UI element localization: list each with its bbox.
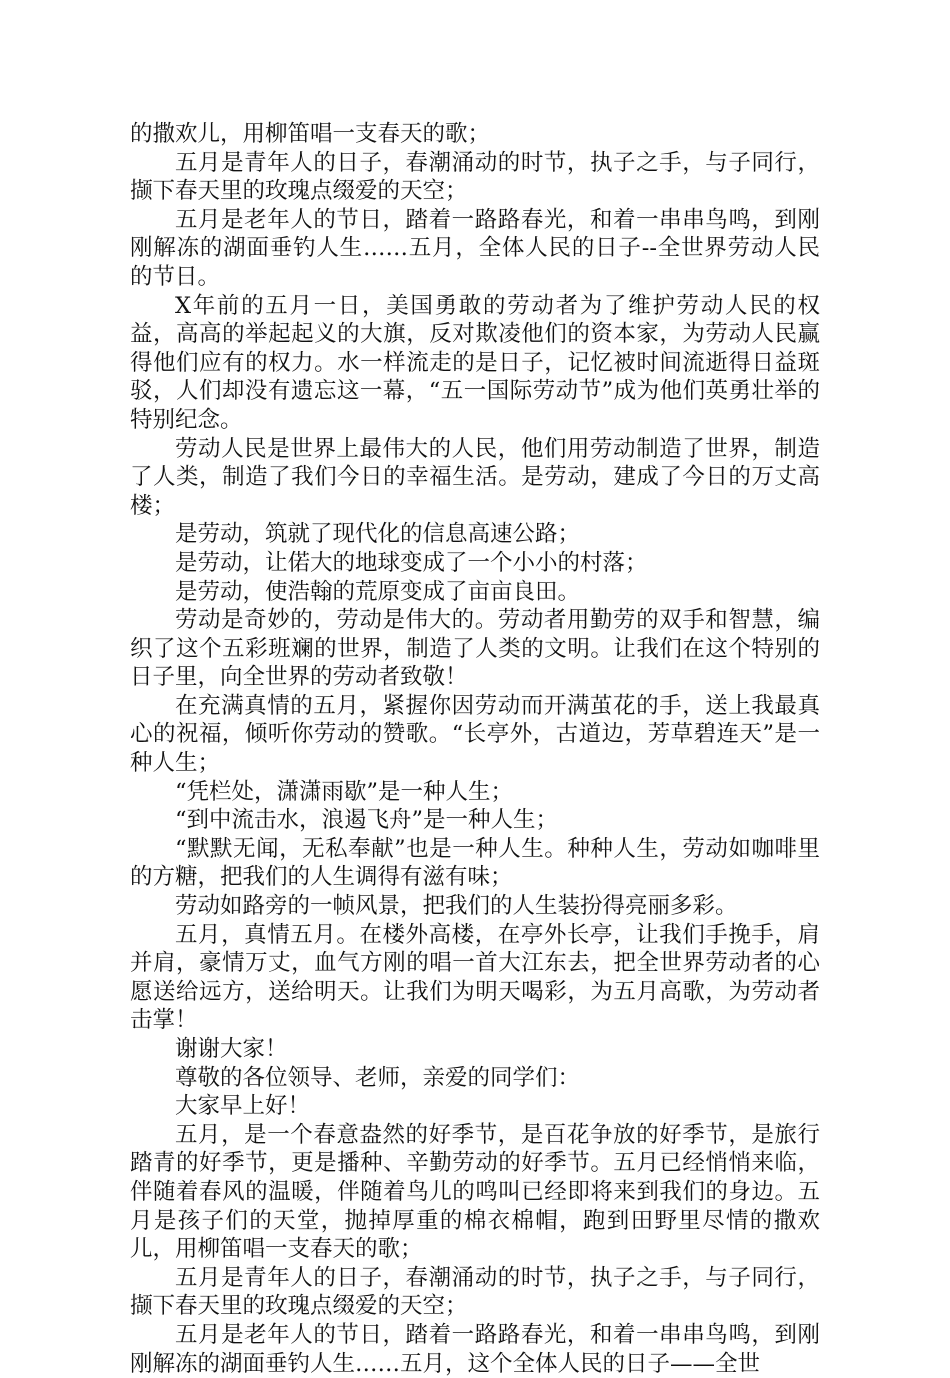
paragraph: 谢谢大家！ [175,1036,288,1062]
paragraph: 五月是老年人的节日，踏着一路路春光，和着一串串鸟鸣，到刚刚解冻的湖面垂钓人生……五月，全体人民的日子--全世界劳动人民的节日。 [130,206,820,290]
document-body [130,120,820,1378]
paragraph: 劳动是奇妙的，劳动是伟大的。劳动者用勤劳的双手和智慧，编织了这个五彩班斓的世界，制造了人类的文明。让我们在这个特别的日子里，向全世界的劳动者致敬！ [130,607,820,691]
paragraph: 劳动如路旁的一帧风景，把我们的人生装扮得亮丽多彩。 [175,893,738,920]
paragraph: 在充满真情的五月，紧握你因劳动而开满茧花的手，送上我最真心的祝福，倾听你劳动的赞歌。“长亭外，古道边，芳草碧连天”是一种人生； [130,692,820,777]
paragraph: 五月是青年人的日子，春潮涌动的时节，执子之手，与子同行，撷下春天里的玫瑰点缀爱的天空； [130,149,820,205]
paragraph: X年前的五月一日，美国勇敢的劳动者为了维护劳动人民的权益，高高的举起起义的大旗，反对欺凌他们的资本家，为劳动人民赢得他们应有的权力。水一样流走的是日子，记忆被时间流逝得日益斑驳，人们却没有遗忘这一幕，“五一国际劳动节”成为他们英勇壮举的特别纪念。 [130,292,820,433]
paragraph: 的撒欢儿，用柳笛唱一支春天的歌； [130,121,491,147]
paragraph: “凭栏处，潇潇雨歇”是一种人生； [175,778,514,805]
paragraph: 劳动人民是世界上最伟大的人民，他们用劳动制造了世界，制造了人类，制造了我们今日的幸福生活。是劳动，建成了今日的万丈高楼； [130,435,820,519]
paragraph: 是劳动，让偌大的地球变成了一个小小的村落； [175,549,648,576]
paragraph: “默默无闻，无私奉献”也是一种人生。种种人生，劳动如咖啡里的方糖，把我们的人生调得有滋有味； [130,835,820,891]
paragraph: 大家早上好！ [175,1093,311,1120]
paragraph: “到中流击水，浪遏飞舟”是一种人生； [175,807,559,834]
paragraph: 尊敬的各位领导、老师，亲爱的同学们： [175,1064,581,1091]
paragraph: 五月是青年人的日子，春潮涌动的时节，执子之手，与子同行，撷下春天里的玫瑰点缀爱的天空； [130,1264,820,1320]
paragraph: 五月，是一个春意盎然的好季节，是百花争放的好季节，是旅行踏青的好季节，更是播种、辛勤劳动的好季节。五月已经悄悄来临，伴随着春风的温暖，伴随着鸟儿的鸣叫已经即将来到我们的身边。五月是孩子们的天堂，抛掉厚重的棉衣棉帽，跑到田野里尽情的撒欢儿，用柳笛唱一支春天的歌； [130,1121,820,1263]
paragraph: 是劳动，使浩翰的荒原变成了亩亩良田。 [175,578,581,605]
paragraph: 是劳动，筑就了现代化的信息高速公路； [175,521,581,548]
paragraph: 五月是老年人的节日，踏着一路路春光，和着一串串鸟鸣，到刚刚解冻的湖面垂钓人生……五月，这个全体人民的日子——全世 [130,1321,820,1377]
paragraph: 五月，真情五月。在楼外高楼，在亭外长亭，让我们手挽手，肩并肩，豪情万丈，血气方刚的唱一首大江东去，把全世界劳动者的心愿送给远方，送给明天。让我们为明天喝彩，为五月高歌，为劳动者击掌！ [130,921,820,1034]
